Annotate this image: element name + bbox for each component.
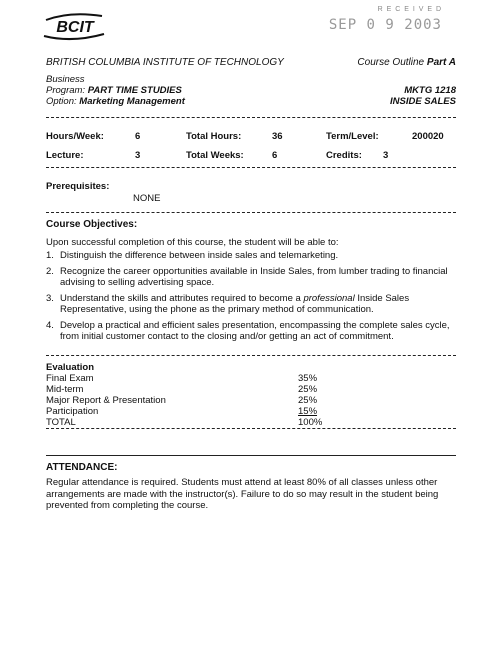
logo-text: BCIT [56,19,94,36]
hours-week-label: Hours/Week: [46,131,104,142]
outline-part: Part A [426,57,456,68]
prerequisites-label: Prerequisites: [46,181,110,192]
attendance-title: ATTENDANCE: [46,462,118,473]
evaluation-row [46,395,456,406]
course-code: MKTG 1218 [404,85,456,96]
evaluation-label: Major Report & Presentation [46,395,166,406]
evaluation-label: Mid-term [46,384,84,395]
lecture-label: Lecture: [46,150,84,161]
objective-number: 3. [46,292,54,304]
program-label: Program: [46,85,86,96]
divider [46,355,456,356]
outline-prefix: Course Outline [357,57,425,68]
evaluation-total-value: 100% [298,417,323,428]
divider [46,455,456,456]
objectives-title: Course Objectives: [46,219,138,230]
objective-item [46,266,456,289]
evaluation-value: 35% [298,373,318,384]
divider [46,117,456,118]
evaluation-row [46,384,456,395]
evaluation-label: Participation [46,406,99,417]
bcit-logo-mark [40,10,110,44]
objective-number: 4. [46,319,54,331]
evaluation-value: 25% [298,395,318,406]
credits-value: 3 [383,150,389,161]
institution-name: BRITISH COLUMBIA INSTITUTE OF TECHNOLOGY [46,57,284,68]
objective-text: Recognize the career opportunities available in Inside Sales, from lumber trading to financial advising to selling advertising space. [60,265,448,288]
total-weeks-label: Total Weeks: [186,150,244,161]
program-block [46,74,185,107]
school-name: Business [46,74,85,85]
evaluation-label: Final Exam [46,373,94,384]
course-code-block [390,85,456,107]
divider [46,428,456,429]
divider [46,212,456,213]
evaluation-row [46,406,456,417]
evaluation-table [46,362,456,428]
program-line [46,85,185,96]
stamp-date: SEP 0 9 2003 [328,17,442,33]
objective-text: Distinguish the difference between inside sales and telemarketing. [60,250,339,261]
objective-text-start: Understand the skills and attributes required to become a [60,292,304,304]
objectives-list [46,250,456,347]
received-stamp [307,6,442,33]
lecture-value: 3 [135,150,141,161]
objective-item [46,293,456,316]
objective-text-end: Inside Sales Representative, using the phone as the primary method of communication. [60,292,410,315]
stamp-text: R E C E I V E D [377,6,442,13]
total-weeks-value: 6 [272,150,278,161]
credits-label: Credits: [326,150,362,161]
option-value: Marketing Management [79,96,185,107]
course-outline-label [357,57,456,68]
option-label: Option: [46,96,77,107]
bcit-logo [40,10,110,44]
evaluation-total-label: TOTAL [46,417,76,428]
evaluation-total-row [46,417,456,428]
objective-item [46,250,456,262]
hours-week-value: 6 [135,131,141,142]
program-value: PART TIME STUDIES [87,85,182,96]
objective-number: 2. [46,265,54,277]
objective-text: Develop a practical and efficient sales presentation, encompassing the complete sales cycle, from initial customer contact to the closing and/or getting an act of commitment. [60,319,450,342]
evaluation-value: 25% [298,384,318,395]
attendance-text: Regular attendance is required. Students must attend at least 80% of all classes unless other arrangements are made with the instructor(s). Failure to do so may result in the student being prevented from completing the course. [46,477,439,511]
term-level-label: Term/Level: [326,131,379,142]
course-name: INSIDE SALES [390,96,456,107]
objective-number: 1. [46,250,54,261]
objectives-intro: Upon successful completion of this course, the student will be able to: [46,237,339,248]
objective-item [46,320,456,343]
total-hours-label: Total Hours: [186,131,242,142]
objective-emphasis: professional [303,292,355,304]
evaluation-value: 15% [298,406,318,417]
evaluation-row [46,373,456,384]
option-line [46,96,185,107]
prerequisites-value: NONE [133,193,161,204]
term-level-value: 200020 [412,131,444,142]
total-hours-value: 36 [272,131,283,142]
evaluation-title: Evaluation [46,362,95,373]
divider [46,167,456,168]
